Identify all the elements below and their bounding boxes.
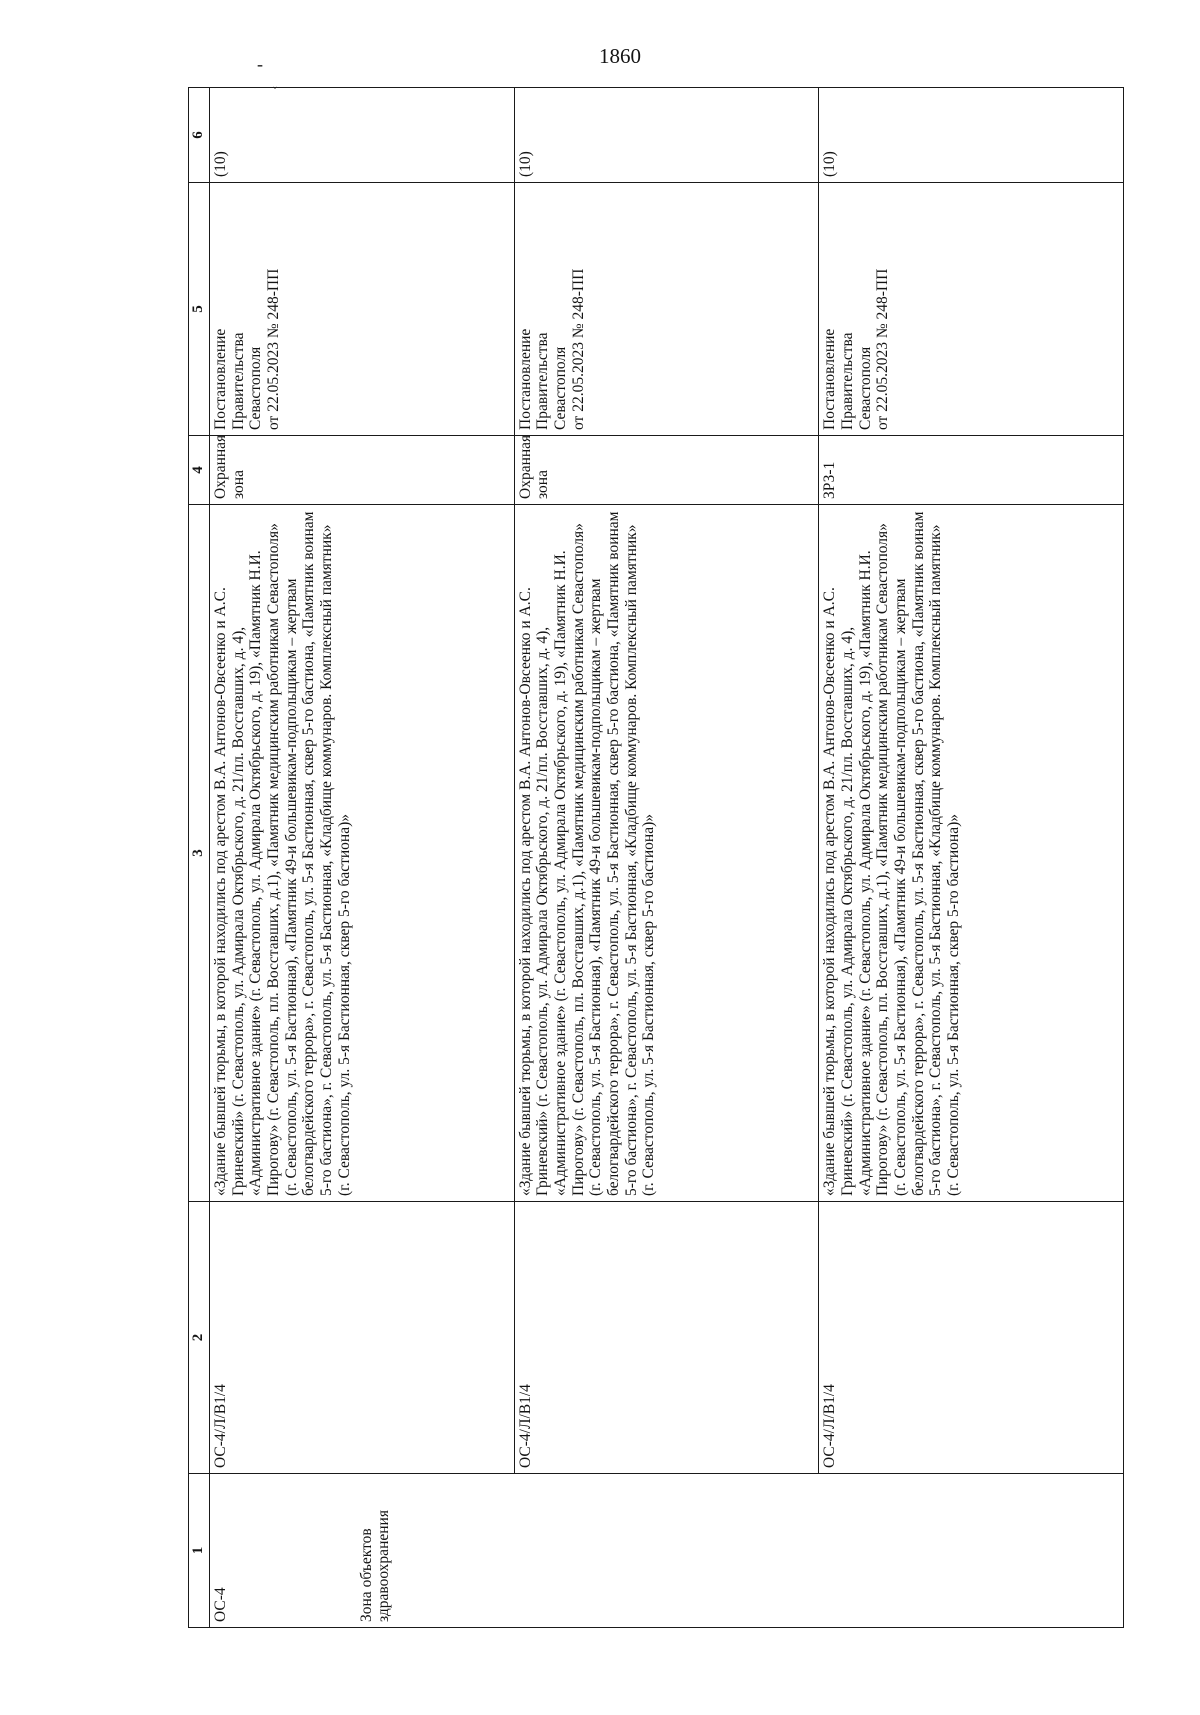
table-row bbox=[210, 88, 515, 1628]
stray-dash-mark: - bbox=[257, 54, 263, 74]
document-cell: Постановление Правительства Севастополя от 22.05.2023 № 248-ПП bbox=[210, 183, 515, 436]
zone-cell bbox=[210, 1474, 1124, 1628]
object-description-cell: «Здание бывшей тюрьмы, в которой находились под арестом В.А. Антонов-Овсеенко и А.С. Гриневский» (г. Севастополь, ул. Адмирала Октябрьского, д. 21/пл. Восставших, д. 4), «Административное здание» (г. Севастополь, ул. Адмирала Октябрьского, д. 19), «Памятник Н.И. Пирогову» (г. Севастополь, пл. Восставших, д.1), «Памятник медицинским работникам Севастополя» (г. Севастополь, ул. 5-я Бастионная), «Памятник 49-и большевикам-подпольщикам – жертвам белогвардейского террора», г. Севастополь, ул. 5-я Бастионная, сквер 5-го бастиона, «Памятник воинам 5-го бастиона», г. Севастополь, ул. 5-я Бастионная, «Кладбище коммунаров. Комплексный памятник» (г. Севастополь, ул. 5-я Бастионная, сквер 5-го бастиона)» bbox=[514, 505, 819, 1202]
zone-type-cell: Охранная зона bbox=[514, 436, 819, 505]
zone-type-cell: Охранная зона bbox=[210, 436, 515, 505]
table-row bbox=[514, 88, 819, 1628]
object-description-cell: «Здание бывшей тюрьмы, в которой находились под арестом В.А. Антонов-Овсеенко и А.С. Гриневский» (г. Севастополь, ул. Адмирала Октябрьского, д. 21/пл. Восставших, д. 4), «Административное здание» (г. Севастополь, ул. Адмирала Октябрьского, д. 19), «Памятник Н.И. Пирогову» (г. Севастополь, пл. Восставших, д.1), «Памятник медицинским работникам Севастополя» (г. Севастополь, ул. 5-я Бастионная), «Памятник 49-и большевикам-подпольщикам – жертвам белогвардейского террора», г. Севастополь, ул. 5-я Бастионная, сквер 5-го бастиона, «Памятник воинам 5-го бастиона», г. Севастополь, ул. 5-я Бастионная, «Кладбище коммунаров. Комплексный памятник» (г. Севастополь, ул. 5-я Бастионная, сквер 5-го бастиона)» bbox=[210, 505, 515, 1202]
table-header-row bbox=[189, 88, 210, 1628]
zone-code: ОС-4 bbox=[212, 1587, 229, 1622]
column-header-2: 2 bbox=[189, 1202, 210, 1474]
column-header-6: 6 bbox=[189, 88, 210, 183]
object-description-cell: «Здание бывшей тюрьмы, в которой находились под арестом В.А. Антонов-Овсеенко и А.С. Гриневский» (г. Севастополь, ул. Адмирала Октябрьского, д. 21/пл. Восставших, д. 4), «Административное здание» (г. Севастополь, ул. Адмирала Октябрьского, д. 19), «Памятник Н.И. Пирогову» (г. Севастополь, пл. Восставших, д.1), «Памятник медицинским работникам Севастополя» (г. Севастополь, ул. 5-я Бастионная), «Памятник 49-и большевикам-подпольщикам – жертвам белогвардейского террора», г. Севастополь, ул. 5-я Бастионная, сквер 5-го бастиона, «Памятник воинам 5-го бастиона», г. Севастополь, ул. 5-я Бастионная, «Кладбище коммунаров. Комплексный памятник» (г. Севастополь, ул. 5-я Бастионная, сквер 5-го бастиона)» bbox=[819, 505, 1124, 1202]
rotated-table-container bbox=[188, 88, 1124, 1628]
table-row bbox=[819, 88, 1124, 1628]
column-header-5: 5 bbox=[189, 183, 210, 436]
zone-objects-table bbox=[188, 87, 1124, 1628]
zone-name: Зона объектов здравоохранения bbox=[357, 1510, 393, 1622]
column-header-1: 1 bbox=[189, 1474, 210, 1628]
note-cell: (10) bbox=[819, 88, 1124, 183]
object-id-cell: ОС-4/Л/В1/4 bbox=[514, 1202, 819, 1474]
note-cell: (10) bbox=[514, 88, 819, 183]
object-id-cell: ОС-4/Л/В1/4 bbox=[210, 1202, 515, 1474]
note-cell: (10) bbox=[210, 88, 515, 183]
object-id-cell: ОС-4/Л/В1/4 bbox=[819, 1202, 1124, 1474]
column-header-4: 4 bbox=[189, 436, 210, 505]
document-cell: Постановление Правительства Севастополя от 22.05.2023 № 248-ПП bbox=[819, 183, 1124, 436]
document-cell: Постановление Правительства Севастополя от 22.05.2023 № 248-ПП bbox=[514, 183, 819, 436]
page-number: 1860 bbox=[599, 44, 641, 68]
zone-type-cell: ЗРЗ-1 bbox=[819, 436, 1124, 505]
stray-scan-mark: ˇ bbox=[273, 84, 277, 98]
column-header-3: 3 bbox=[189, 505, 210, 1202]
